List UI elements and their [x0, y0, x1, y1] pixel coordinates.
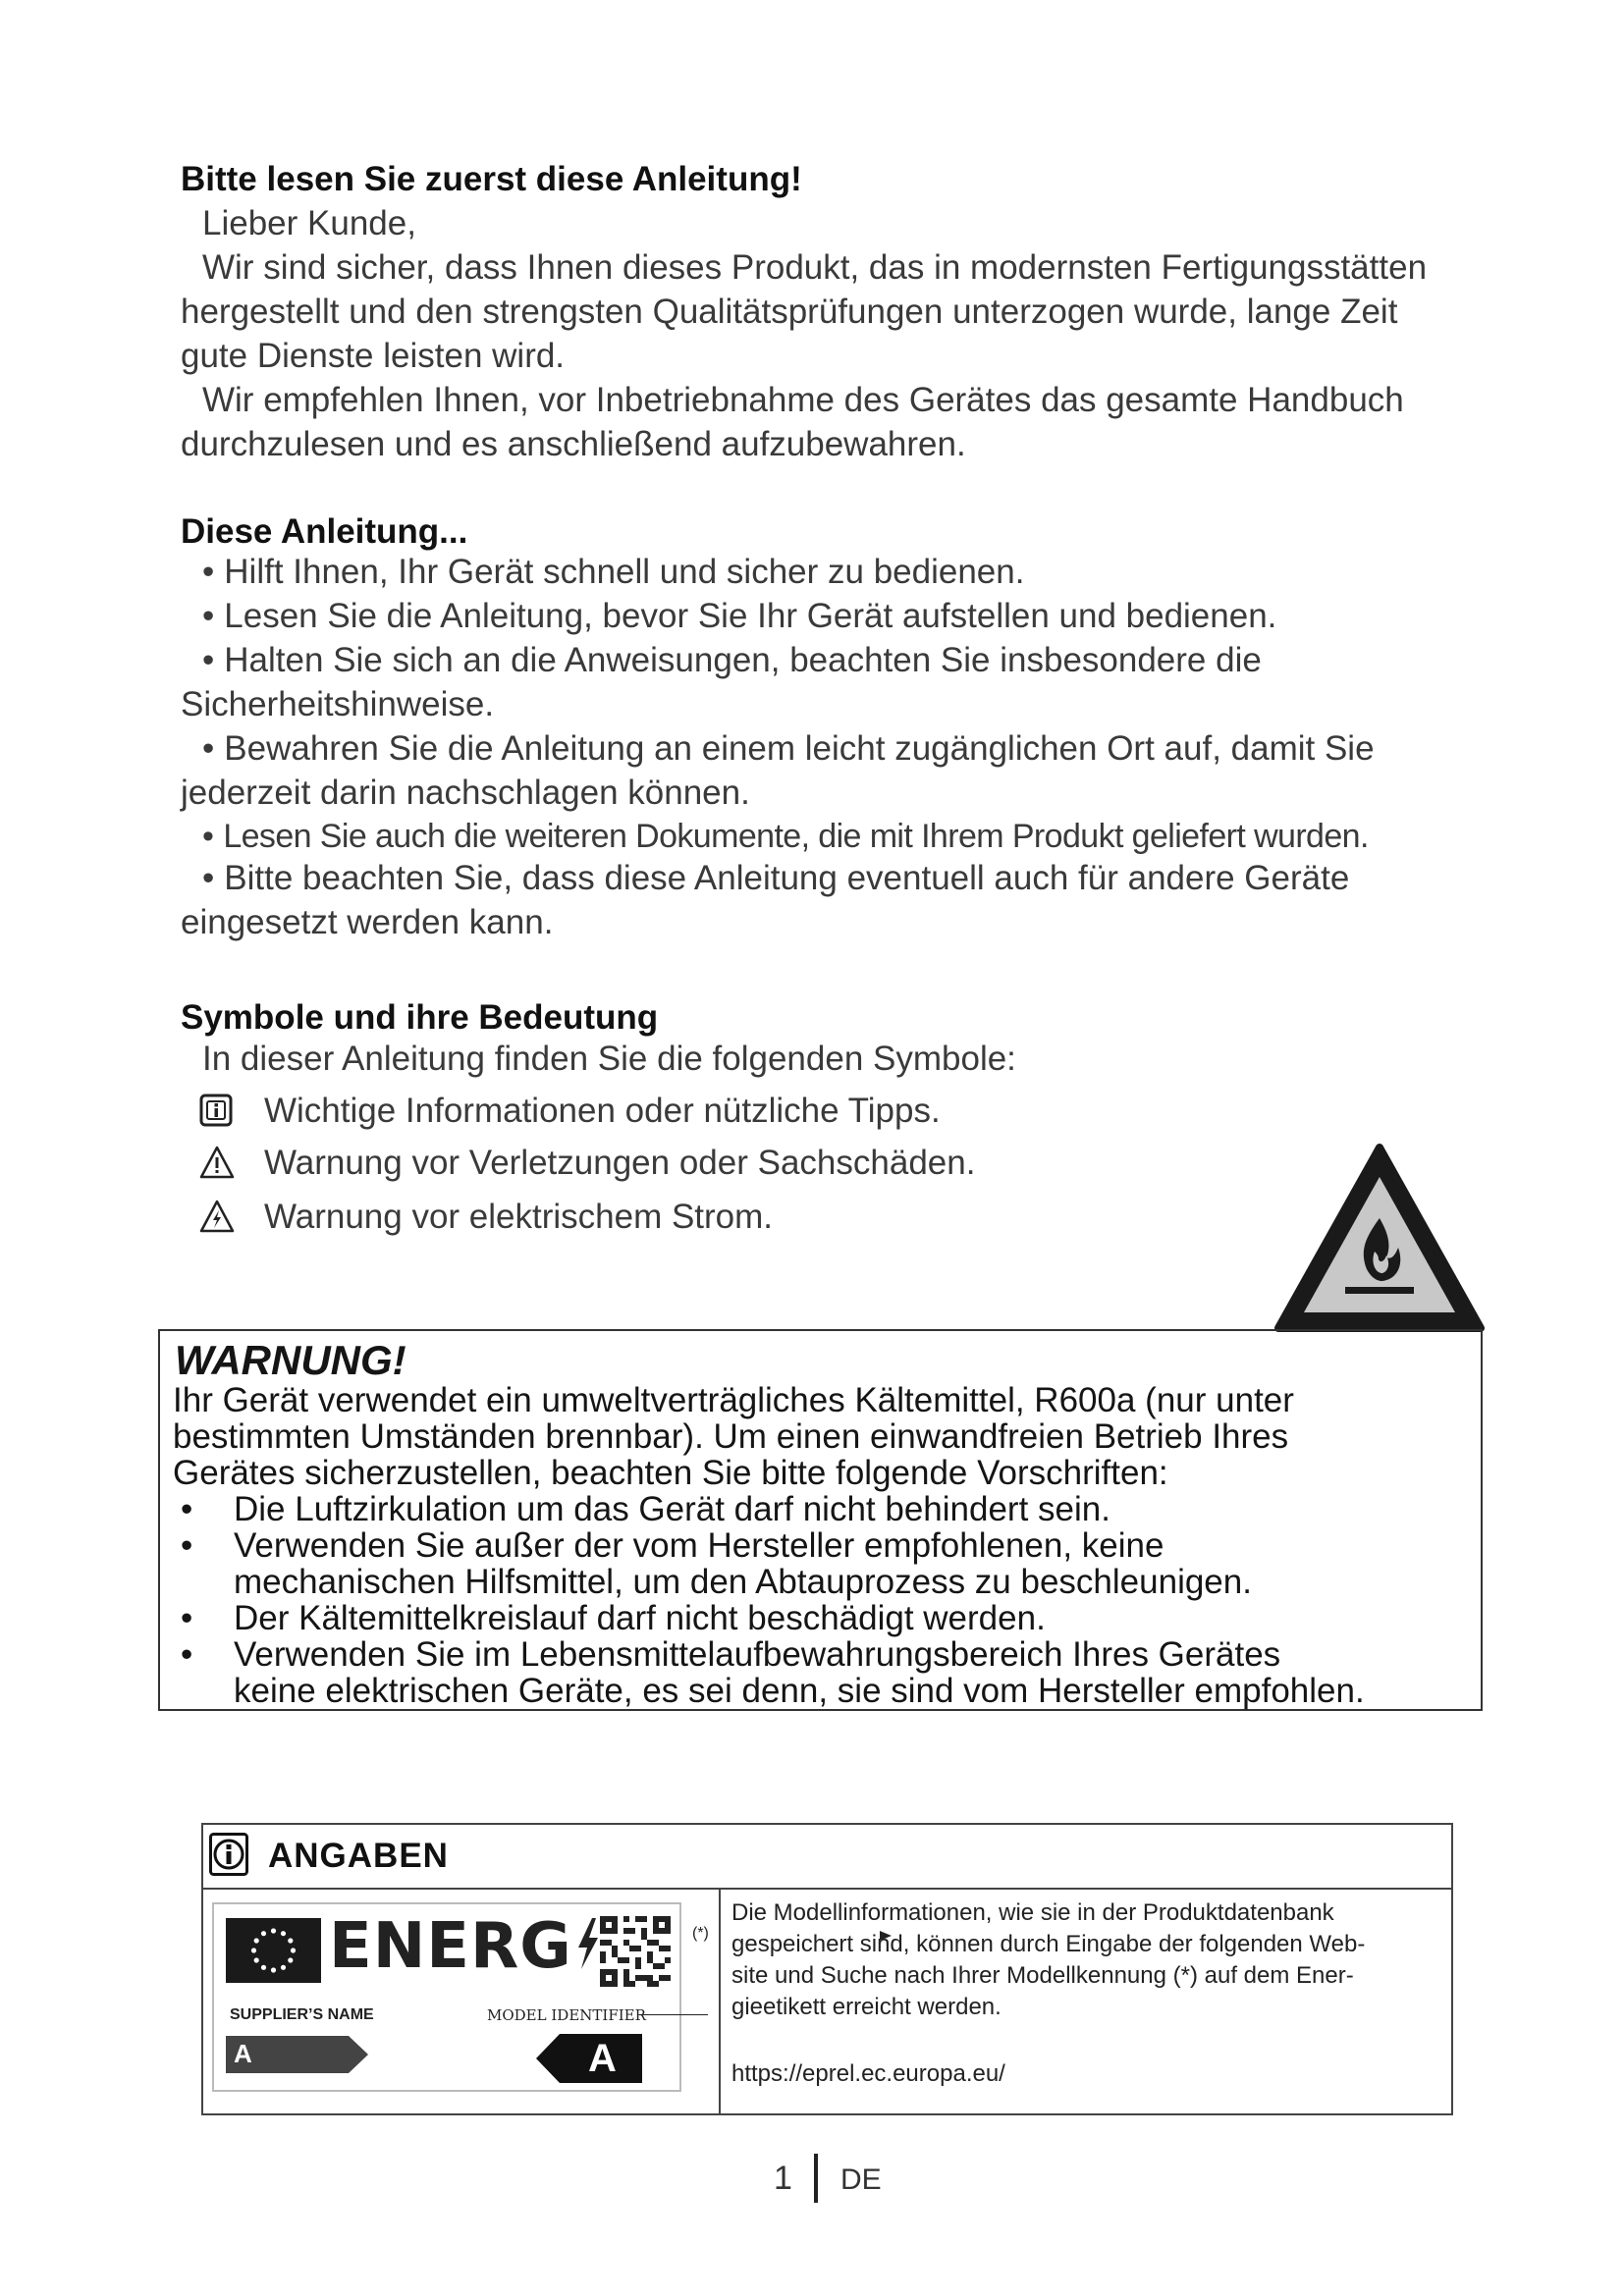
electric-warning-icon	[199, 1200, 235, 1235]
list-item: • Halten Sie sich an die Anweisungen, beachten Sie insbesondere die	[181, 638, 1375, 682]
info-text	[731, 1897, 1438, 2090]
energy-class-big	[536, 2034, 642, 2088]
warning-list-text: • Die Luftzirkulation um das Gerät darf nicht behindert sein.	[234, 1490, 1110, 1528]
symbol-row-warning	[199, 1142, 975, 1185]
eprel-link[interactable]: https://eprel.ec.europa.eu/	[731, 2060, 1005, 2087]
text-line: gute Dienste leisten wird.	[181, 337, 566, 375]
info-box	[201, 1823, 1453, 2115]
warning-list-item	[173, 1636, 1469, 1709]
list-item: • Lesen Sie die Anleitung, bevor Sie Ihr Gerät aufstellen und bedienen.	[181, 594, 1375, 638]
info-title: ANGABEN	[268, 1837, 449, 1875]
info-text-line: gieetikett erreicht werden.	[731, 1994, 1001, 2020]
symbol-label: Warnung vor Verletzungen oder Sachschäden.	[264, 1144, 976, 1182]
model-identifier-label: MODEL IDENTIFIER	[487, 2006, 646, 2024]
intro-paragraph-1	[181, 245, 1427, 378]
warning-title: WARNUNG!	[175, 1337, 406, 1383]
energy-class-small	[226, 2036, 368, 2078]
lightning-icon	[572, 1910, 602, 1991]
info-circle-icon	[209, 1833, 248, 1881]
text-line: Wir empfehlen Ihnen, vor Inbetriebnahme des Gerätes das gesamte Handbuch	[202, 381, 1404, 419]
symbol-row-info	[199, 1090, 941, 1133]
divider	[203, 1888, 1451, 1890]
list-item: • Hilft Ihnen, Ihr Gerät schnell und sicher zu bedienen.	[181, 550, 1375, 594]
symbol-label: Warnung vor elektrischem Strom.	[264, 1198, 774, 1236]
eu-flag-icon	[226, 1918, 321, 1983]
page-number: 1	[774, 2160, 792, 2197]
energy-label	[212, 1902, 681, 2092]
arrow-line	[639, 2014, 708, 2015]
list-item: • Bitte beachten Sie, dass diese Anleitung eventuell auch für andere Geräte	[181, 859, 1375, 898]
warning-list-text: • Der Kältemittelkreislauf darf nicht beschädigt werden.	[234, 1599, 1046, 1637]
divider	[719, 1888, 721, 2115]
warning-list-item	[173, 1491, 1469, 1527]
supplier-name-label: SUPPLIER’S NAME	[230, 2006, 374, 2023]
list-item-continuation: Sicherheitshinweise.	[181, 685, 495, 723]
qr-code-icon	[600, 1916, 671, 1987]
info-header	[209, 1835, 449, 1878]
page-divider	[814, 2154, 818, 2203]
warning-box	[158, 1329, 1483, 1711]
info-icon	[199, 1094, 235, 1129]
flammable-warning-icon	[1272, 1142, 1487, 1339]
warning-triangle-icon	[199, 1146, 235, 1181]
list-item: • Lesen Sie auch die weiteren Dokumente, die mit Ihrem Produkt geliefert wurden.	[181, 815, 1375, 859]
model-id-marker: (*)	[692, 1925, 709, 1942]
text-line: Wir sind sicher, dass Ihnen dieses Produkt, das in modernsten Fertigungsstätten	[202, 248, 1428, 287]
list-item-continuation: eingesetzt werden kann.	[181, 903, 554, 941]
info-text-line: site und Suche nach Ihrer Modellkennung (*) auf dem Ener-	[731, 1962, 1354, 1989]
list-item-continuation: jederzeit darin nachschlagen können.	[181, 774, 750, 812]
warning-list-text: • Verwenden Sie außer der vom Hersteller empfohlenen, keine	[234, 1526, 1164, 1565]
warning-text-line: Ihr Gerät verwendet ein umweltverträgliches Kältemittel, R600a (nur unter	[173, 1381, 1294, 1419]
warning-list-text: keine elektrischen Geräte, es sei denn, sie sind vom Hersteller empfohlen.	[234, 1672, 1365, 1710]
symbols-heading: Symbole und ihre Bedeutung	[181, 998, 659, 1037]
info-text-line: Die Modellinformationen, wie sie in der Produktdatenbank	[731, 1899, 1334, 1926]
warning-text-line: Gerätes sicherzustellen, beachten Sie bitte folgende Vorschriften:	[173, 1454, 1168, 1492]
energy-wordmark	[329, 1910, 602, 1991]
symbols-intro: In dieser Anleitung finden Sie die folgenden Symbole:	[202, 1040, 1016, 1078]
energy-word: ENERG	[329, 1910, 572, 1983]
greeting: Lieber Kunde,	[202, 204, 416, 242]
guide-heading: Diese Anleitung...	[181, 512, 468, 551]
intro-heading: Bitte lesen Sie zuerst diese Anleitung!	[181, 160, 802, 198]
warning-list-item	[173, 1600, 1469, 1636]
list-item: • Bewahren Sie die Anleitung an einem leicht zugänglichen Ort auf, damit Sie	[181, 726, 1375, 771]
guide-list	[181, 550, 1375, 947]
text-line: hergestellt und den strengsten Qualitätsprüfungen unterzogen wurde, lange Zeit	[181, 293, 1398, 331]
warning-text-line: bestimmten Umständen brennbar). Um einen einwandfreien Betrieb Ihres	[173, 1417, 1289, 1456]
symbol-label: Wichtige Informationen oder nützliche Tipps.	[264, 1092, 941, 1130]
warning-list-text: • Verwenden Sie im Lebensmittelaufbewahrungsbereich Ihres Gerätes	[234, 1635, 1281, 1674]
symbol-row-electric	[199, 1196, 773, 1239]
energy-class-small-letter: A	[234, 2039, 252, 2068]
warning-list-text: mechanischen Hilfsmittel, um den Abtauprozess zu beschleunigen.	[234, 1563, 1252, 1601]
intro-paragraph-2	[181, 378, 1404, 466]
text-line: durchzulesen und es anschließend aufzubewahren.	[181, 425, 966, 463]
energy-class-big-letter: A	[588, 2037, 617, 2080]
warning-list-item	[173, 1527, 1469, 1600]
language-code: DE	[840, 2163, 882, 2196]
info-text-line: gespeichert sind, können durch Eingabe der folgenden Web-	[731, 1931, 1366, 1957]
